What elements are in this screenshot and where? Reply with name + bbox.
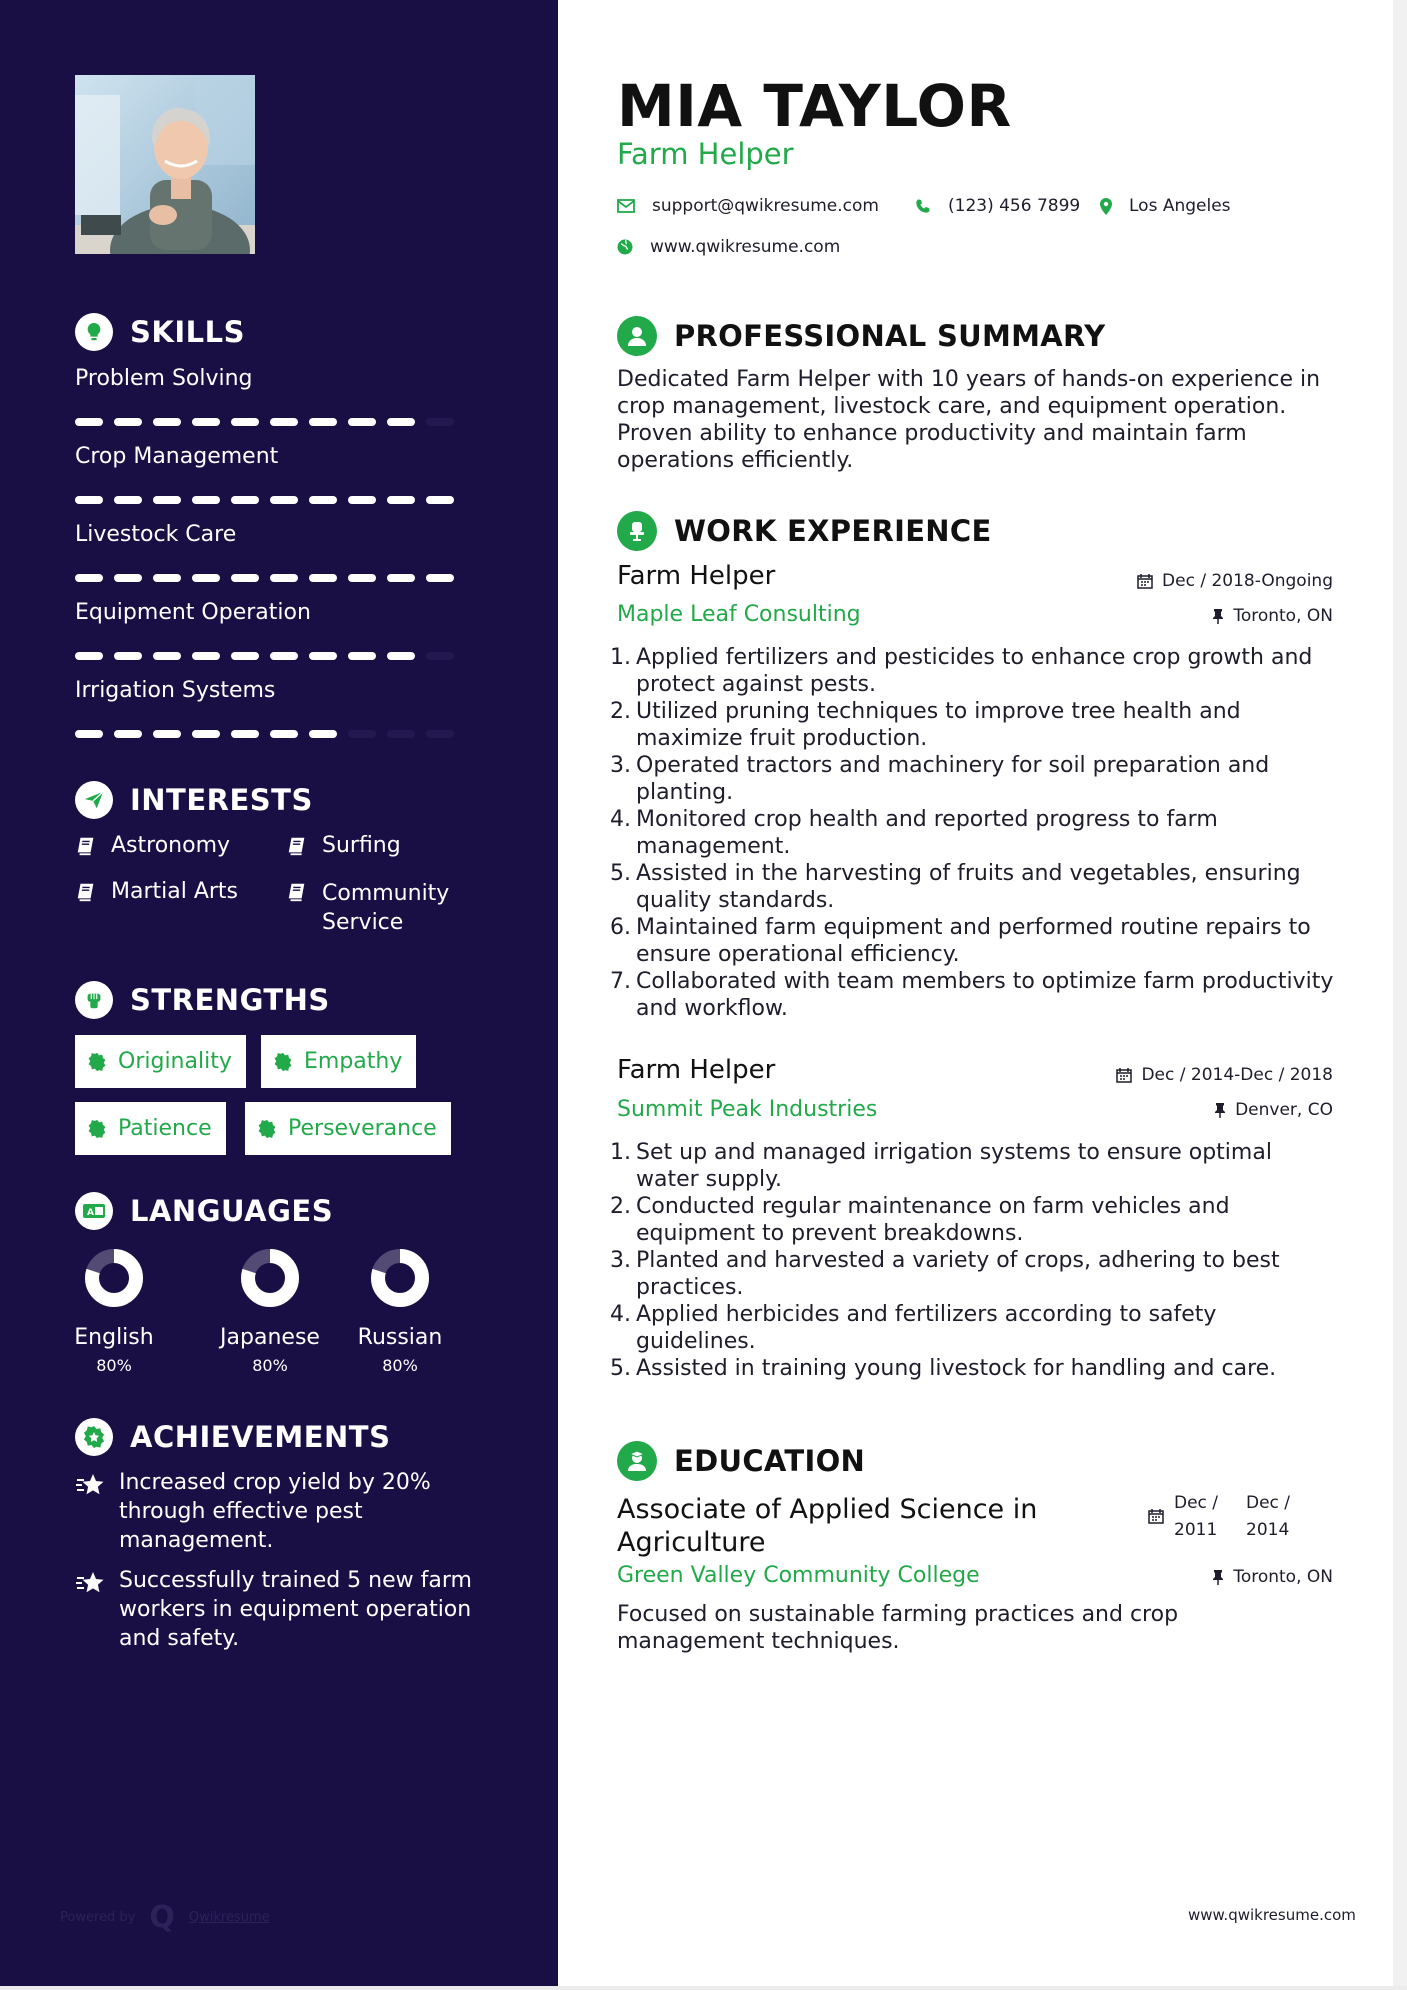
language-percent: 80% [382, 1356, 418, 1375]
duty-text: Assisted in the harvesting of fruits and vegetables, ensuring quality standards. [636, 861, 1301, 913]
skill-level-bar [75, 496, 465, 504]
page-edge [1393, 0, 1407, 1990]
globe-icon [617, 239, 633, 255]
list-number: 1. [610, 1140, 631, 1165]
skill-item [75, 678, 455, 708]
skill-dash-filled [426, 574, 454, 582]
skill-item [75, 444, 455, 474]
interest-item [286, 879, 466, 937]
skill-dash-filled [387, 574, 415, 582]
skill-dash-filled [192, 496, 220, 504]
summary-title: PROFESSIONAL SUMMARY [674, 319, 1106, 353]
skill-dash-filled [387, 496, 415, 504]
calendar-icon [1148, 1508, 1164, 1524]
list-number: 1. [610, 645, 631, 670]
skill-dash-filled [114, 418, 142, 426]
skill-dash-filled [426, 496, 454, 504]
interest-item [75, 833, 230, 858]
achievement-item [75, 1468, 495, 1555]
skill-name: Crop Management [75, 444, 279, 469]
pushpin-icon [1214, 1102, 1226, 1118]
badge-icon [87, 1052, 107, 1072]
duty-text: Operated tractors and machinery for soil preparation and planting. [636, 753, 1270, 805]
job-dates-text: Dec / 2014-Dec / 2018 [1141, 1065, 1333, 1085]
interests-heading [75, 781, 313, 819]
skill-dash-filled [348, 418, 376, 426]
contact-location [1100, 196, 1231, 216]
list-number: 2. [610, 1194, 631, 1219]
skill-dash-filled [309, 418, 337, 426]
powered-by-brand[interactable]: Qwikresume [188, 1910, 270, 1925]
language-percent: 80% [252, 1356, 288, 1375]
powered-by [60, 1900, 270, 1935]
strength-chip [245, 1102, 451, 1155]
website-text: www.qwikresume.com [650, 237, 841, 257]
achievements-heading [75, 1418, 390, 1456]
list-item [610, 1139, 1340, 1193]
skill-dash-filled [231, 418, 259, 426]
summary-text: Dedicated Farm Helper with 10 years of hands-on experience in crop management, livestock care, and equipment operation. Proven ability to enhance productivity and maintain farm operations efficiently. [617, 367, 1321, 473]
footer-url[interactable]: www.qwikresume.com [1188, 1906, 1356, 1924]
list-item [610, 968, 1340, 1022]
list-item [610, 1301, 1340, 1355]
job-location-text: Denver, CO [1235, 1100, 1333, 1120]
interest-label: Community Service [322, 881, 450, 935]
profile-photo [75, 75, 255, 254]
company-name: Summit Peak Industries [617, 1097, 878, 1122]
skill-dash-filled [231, 730, 259, 738]
education-heading [617, 1441, 865, 1481]
skill-dash-filled [348, 574, 376, 582]
skill-name: Equipment Operation [75, 600, 311, 625]
duty-text: Applied herbicides and fertilizers according to safety guidelines. [636, 1302, 1217, 1354]
languages-title: LANGUAGES [130, 1194, 334, 1228]
skill-dash-filled [270, 652, 298, 660]
education-description: Focused on sustainable farming practices and crop management techniques. [617, 1602, 1179, 1654]
skill-dash-filled [309, 496, 337, 504]
skill-name: Problem Solving [75, 366, 253, 391]
skill-dash-filled [192, 730, 220, 738]
calendar-icon [1137, 573, 1153, 589]
calendar-icon [1116, 1067, 1132, 1083]
skill-dash-filled [114, 574, 142, 582]
list-number: 5. [610, 1356, 631, 1381]
language-level-ring [81, 1245, 147, 1311]
duty-text: Set up and managed irrigation systems to ensure optimal water supply. [636, 1140, 1272, 1192]
badge-icon [87, 1119, 107, 1139]
envelope-icon [617, 199, 635, 213]
skill-dash-filled [309, 574, 337, 582]
star-burst-icon [75, 1570, 107, 1598]
language-name: Japanese [220, 1325, 320, 1350]
skill-dash-filled [192, 652, 220, 660]
skill-dash-empty [348, 730, 376, 738]
list-number: 5. [610, 861, 631, 886]
achievement-item [75, 1566, 495, 1653]
strengths-title: STRENGTHS [130, 983, 330, 1017]
list-item [610, 1247, 1340, 1301]
fist-icon [75, 981, 113, 1019]
language-name: Russian [357, 1325, 443, 1350]
summary-heading [617, 316, 1105, 356]
skill-dash-filled [231, 652, 259, 660]
skill-name: Irrigation Systems [75, 678, 276, 703]
skill-dash-filled [114, 496, 142, 504]
skill-dash-filled [75, 652, 103, 660]
graduation-icon [617, 1441, 657, 1481]
education-location-text: Toronto, ON [1233, 1567, 1333, 1587]
list-item [610, 914, 1340, 968]
duty-text: Maintained farm equipment and performed routine repairs to ensure operational efficiency. [636, 915, 1311, 967]
job-location [1212, 606, 1333, 626]
user-icon [617, 316, 657, 356]
pushpin-icon [1212, 608, 1224, 624]
language-level-ring [367, 1245, 433, 1311]
contact-phone[interactable] [915, 196, 1080, 216]
svg-text:A: A [87, 1208, 94, 1218]
phone-icon [915, 198, 931, 214]
education-end-date: Dec / 2014 [1246, 1493, 1291, 1540]
education-title: EDUCATION [674, 1444, 866, 1478]
phone-text: (123) 456 7899 [948, 196, 1081, 216]
language-item [44, 1245, 184, 1375]
skill-dash-filled [231, 496, 259, 504]
skill-dash-filled [387, 418, 415, 426]
interest-label: Astronomy [111, 833, 231, 858]
badge-icon [257, 1119, 277, 1139]
lightbulb-icon [75, 313, 113, 351]
duty-text: Utilized pruning techniques to improve tree health and maximize fruit production. [636, 699, 1241, 751]
strength-chip [75, 1102, 226, 1155]
skill-name: Livestock Care [75, 522, 237, 547]
list-number: 6. [610, 915, 631, 940]
language-item [330, 1245, 470, 1375]
job-location [1214, 1100, 1333, 1120]
list-item [610, 806, 1340, 860]
duty-text: Applied fertilizers and pesticides to enhance crop growth and protect against pests. [636, 645, 1313, 697]
skill-dash-empty [426, 418, 454, 426]
skill-item [75, 600, 455, 630]
strength-label: Originality [118, 1049, 232, 1074]
list-number: 4. [610, 1302, 631, 1327]
skill-dash-empty [426, 730, 454, 738]
skill-dash-filled [153, 496, 181, 504]
skill-level-bar [75, 574, 465, 582]
strengths-heading [75, 981, 330, 1019]
skill-dash-filled [153, 730, 181, 738]
language-level-ring [237, 1245, 303, 1311]
skill-dash-filled [75, 574, 103, 582]
language-icon [75, 1192, 113, 1230]
interest-item [75, 879, 238, 904]
skill-dash-filled [114, 652, 142, 660]
list-number: 2. [610, 699, 631, 724]
skill-dash-filled [270, 574, 298, 582]
list-number: 3. [610, 753, 631, 778]
job-dates [1116, 1065, 1333, 1085]
duty-text: Conducted regular maintenance on farm vehicles and equipment to prevent breakdowns. [636, 1194, 1230, 1246]
skill-dash-filled [192, 574, 220, 582]
list-item [610, 644, 1340, 698]
qwikresume-logo-icon: Q [149, 1900, 175, 1935]
star-burst-icon [75, 1472, 107, 1500]
job-duties-list [610, 644, 1340, 1022]
award-star-icon [75, 1418, 113, 1456]
experience-title: WORK EXPERIENCE [674, 514, 992, 548]
list-item [610, 752, 1340, 806]
language-percent: 80% [96, 1356, 132, 1375]
candidate-name: MIA TAYLOR [617, 72, 1012, 140]
book-icon [75, 835, 97, 857]
list-item [610, 1193, 1340, 1247]
achievement-text: Successfully trained 5 new farm workers in equipment operation and safety. [119, 1568, 472, 1651]
language-item [200, 1245, 340, 1375]
skill-dash-filled [192, 418, 220, 426]
email-text: support@qwikresume.com [652, 196, 879, 216]
skills-title: SKILLS [130, 315, 245, 349]
achievements-title: ACHIEVEMENTS [130, 1420, 391, 1454]
map-pin-icon [1100, 198, 1112, 215]
duty-text: Planted and harvested a variety of crops, adhering to best practices. [636, 1248, 1280, 1300]
list-item [610, 1355, 1340, 1382]
book-icon [75, 881, 97, 903]
briefcase-chair-icon [617, 511, 657, 551]
job-title: Farm Helper [617, 1055, 776, 1085]
list-item [610, 860, 1340, 914]
duty-text: Assisted in training young livestock for handling and care. [636, 1356, 1277, 1381]
skill-dash-filled [270, 418, 298, 426]
skill-dash-filled [75, 496, 103, 504]
achievement-text: Increased crop yield by 20% through effective pest management. [119, 1470, 431, 1553]
skill-dash-filled [270, 496, 298, 504]
skill-dash-filled [231, 574, 259, 582]
skill-dash-filled [153, 652, 181, 660]
list-number: 7. [610, 969, 631, 994]
powered-by-label: Powered by [60, 1910, 136, 1925]
job-dates-text: Dec / 2018-Ongoing [1162, 571, 1333, 591]
contact-email[interactable] [617, 196, 879, 216]
skill-dash-filled [153, 418, 181, 426]
contact-website[interactable] [617, 237, 840, 257]
skill-dash-filled [348, 496, 376, 504]
skill-dash-filled [153, 574, 181, 582]
skill-dash-filled [387, 652, 415, 660]
duty-text: Collaborated with team members to optimize farm productivity and workflow. [636, 969, 1334, 1021]
duty-text: Monitored crop health and reported progress to farm management. [636, 807, 1218, 859]
skill-dash-filled [270, 730, 298, 738]
skill-level-bar [75, 418, 465, 426]
list-number: 3. [610, 1248, 631, 1273]
strength-label: Empathy [304, 1049, 403, 1074]
pushpin-icon [1212, 1569, 1224, 1585]
interest-label: Surfing [322, 833, 401, 858]
skill-level-bar [75, 652, 465, 660]
strength-label: Perseverance [288, 1116, 437, 1141]
education-location [1212, 1567, 1333, 1587]
skill-item [75, 366, 455, 396]
interests-title: INTERESTS [130, 783, 313, 817]
skill-dash-filled [75, 730, 103, 738]
language-name: English [74, 1325, 154, 1350]
skill-level-bar [75, 730, 465, 738]
skill-dash-filled [309, 730, 337, 738]
degree-title: Associate of Applied Science in Agriculture [617, 1494, 1038, 1558]
skill-dash-empty [387, 730, 415, 738]
strength-chip [261, 1035, 416, 1088]
skill-dash-filled [348, 652, 376, 660]
skills-heading [75, 313, 245, 351]
job-duties-list [610, 1139, 1340, 1382]
skill-dash-empty [426, 652, 454, 660]
skill-item [75, 522, 455, 552]
strength-chip [75, 1035, 246, 1088]
list-number: 4. [610, 807, 631, 832]
skill-dash-filled [309, 652, 337, 660]
experience-heading [617, 511, 992, 551]
school-name: Green Valley Community College [617, 1563, 980, 1588]
interest-item [286, 833, 401, 858]
location-text: Los Angeles [1129, 196, 1231, 216]
paper-plane-icon [75, 781, 113, 819]
skill-dash-filled [114, 730, 142, 738]
company-name: Maple Leaf Consulting [617, 602, 861, 627]
book-icon [286, 881, 308, 903]
candidate-role: Farm Helper [617, 137, 794, 171]
interest-label: Martial Arts [111, 879, 239, 904]
badge-icon [273, 1052, 293, 1072]
page-edge-bottom [0, 1986, 1407, 1990]
sidebar [0, 0, 558, 1990]
job-dates [1137, 571, 1333, 591]
languages-heading [75, 1192, 333, 1230]
list-item [610, 698, 1340, 752]
strength-label: Patience [118, 1116, 212, 1141]
job-location-text: Toronto, ON [1233, 606, 1333, 626]
job-title: Farm Helper [617, 561, 776, 591]
book-icon [286, 835, 308, 857]
education-start-date: Dec / 2011 [1174, 1493, 1219, 1540]
skill-dash-filled [75, 418, 103, 426]
